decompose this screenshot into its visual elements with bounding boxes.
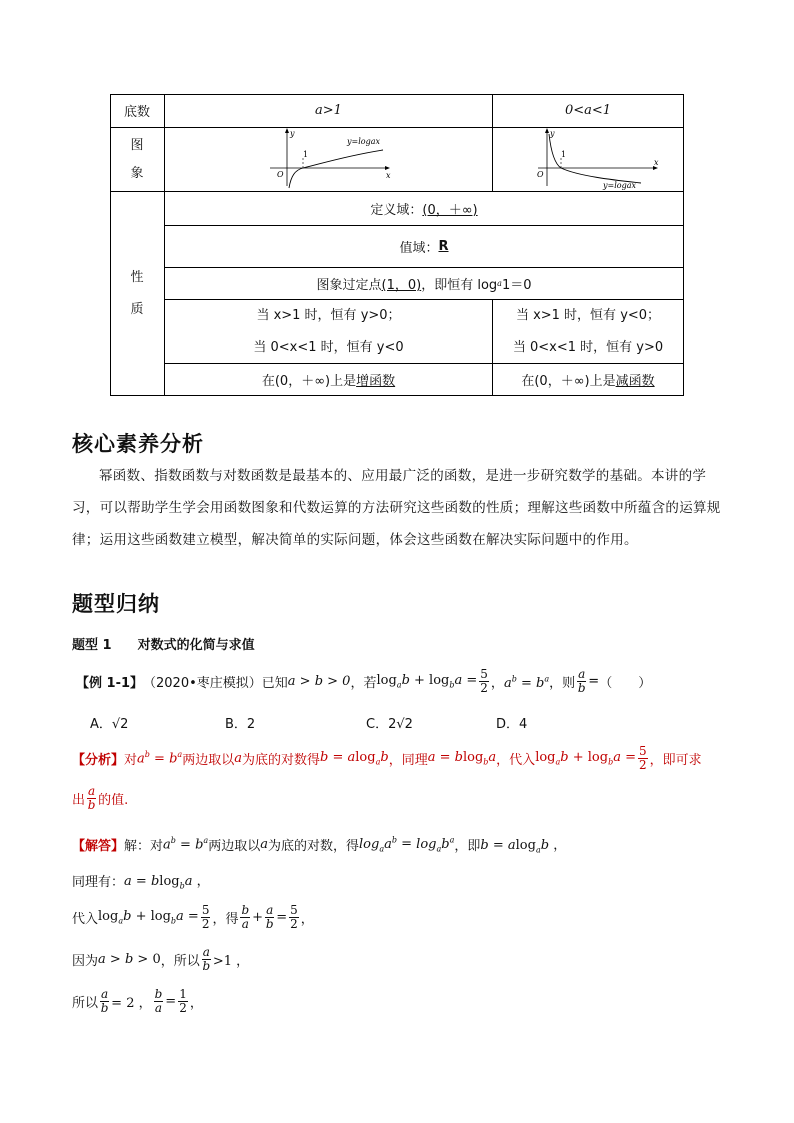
option-c[interactable]: C．2√2 — [366, 717, 413, 732]
core-literacy-paragraph: 幂函数、指数函数与对数函数是最基本的、应用最广泛的函数，是进一步研究数学的基础。本讲的学习，可以帮助学生学会用函数图象和代数运算的方法研究这些函数的性质；理解这些函数中所蕴含的运算规律；运用这些函数建立模型，解决简单的实际问题，体会这些函数在解决实际问题中的作用。 — [72, 468, 721, 548]
section-title-problem-types: 题型归纳 — [72, 592, 160, 616]
y-axis-label: y — [290, 129, 295, 138]
log-graph-increasing — [265, 128, 395, 190]
curve-label: y=logax — [603, 181, 636, 190]
section-title-core-literacy: 核心素养分析 — [72, 432, 204, 456]
solution-line-2: 同理有： a = blog$_b$a ， — [72, 874, 210, 891]
range-value: R — [438, 239, 449, 254]
option-d[interactable]: D．4 — [496, 717, 528, 732]
properties-row-label: 性 质 — [130, 269, 144, 317]
curve-label: y=logax — [347, 137, 380, 146]
x-axis-label: x — [654, 158, 659, 167]
option-a[interactable]: A．√2 — [90, 717, 129, 732]
x-axis-label: x — [386, 171, 391, 180]
col-a-gt-1: a>1 — [315, 103, 342, 118]
log-graph-decreasing — [533, 128, 663, 190]
solution-line-1: 【解答】 解：对 $a^b = b^a$ 两边取以 a 为底的对数，得 $\log_aa^b = \log_ab^a$ ，即 b = alog$_a$b ， — [72, 835, 567, 855]
tick-one: 1 — [303, 150, 309, 159]
col-a-lt-1: 0<a<1 — [564, 103, 612, 118]
tick-one: 1 — [561, 150, 567, 159]
fixed-point-cell: 图象过定点 (1，0) ，即恒有 log a 1＝0 — [316, 278, 532, 293]
option-b[interactable]: B．2 — [225, 717, 256, 732]
domain-value: (0，＋∞) — [422, 203, 478, 218]
y-axis-label: y — [550, 129, 555, 138]
analysis-line-2: 出 $\frac{a}{b}$ 的值. — [72, 784, 129, 812]
origin-label: O — [277, 170, 284, 179]
domain-cell: 定义域： (0，＋∞) — [165, 192, 683, 225]
example-1-1: 【例 1-1】 （2020•枣庄模拟）已知 a > b > 0 ，若 $\log_ab + \log_ba$ = $\frac{5}{2}$ ，$a^b = b^a$ ，则 $\frac{a}{b}$ = （ ） — [76, 667, 652, 695]
solution-line-4: 因为 a > b > 0 ，所以 $\frac{a}{b}$ >1 ， — [72, 945, 250, 973]
problem-type-subtitle: 题型 1 对数式的化简与求值 — [72, 638, 255, 653]
base-label: 底数 — [123, 105, 150, 120]
sign-cell-decreasing: 当 x>1 时，恒有 y<0； 当 0<x<1 时，恒有 y>0 — [512, 307, 664, 355]
graph-row-label: 图 象 — [130, 137, 144, 181]
properties-table — [110, 94, 684, 396]
sign-cell-increasing: 当 x>1 时，恒有 y>0； 当 0<x<1 时，恒有 y<0 — [253, 307, 404, 355]
solution-line-5: 所以 $\frac{a}{b}$ = 2 ， $\frac{b}{a}$ = $\frac{1}{2}$ ， — [72, 987, 203, 1015]
analysis-line-1: 【分析】 对 $a^b = b^a$ 两边取以 a 为底的对数得 b = alog$_a$b ，同理 a = blog$_b$a ，代入 $\log_ab + \log_ba$ = $\frac{5}{2}$ ，即可求 — [72, 744, 702, 772]
monotonic-cell-decreasing: 在(0，＋∞)上是 减函数 — [521, 374, 655, 389]
origin-label: O — [537, 170, 544, 179]
range-cell: 值域： R — [399, 239, 449, 256]
solution-line-3: 代入 $\log_ab + \log_ba$ = $\frac{5}{2}$ ，得 $\frac{b}{a}$ + $\frac{a}{b}$ = $\frac{5}{2}$ ， — [72, 903, 314, 931]
monotonic-cell-increasing: 在(0，＋∞)上是 增函数 — [261, 374, 396, 389]
